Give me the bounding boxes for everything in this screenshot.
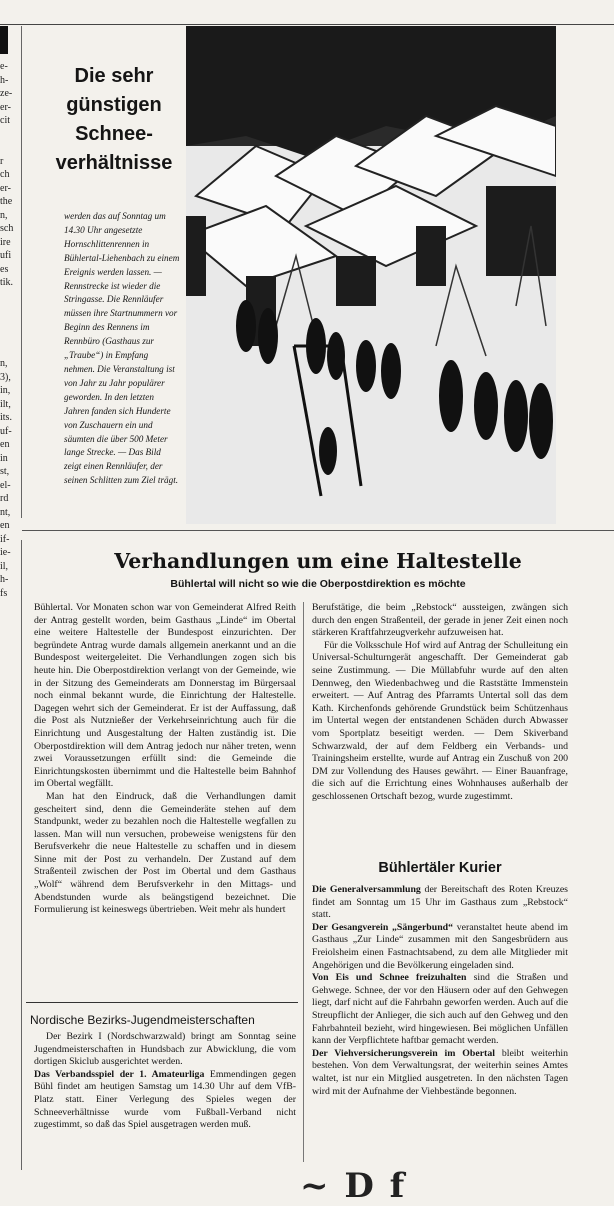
kurier-item [312, 884, 568, 922]
section-rule [22, 530, 614, 531]
kurier-column [312, 884, 568, 1098]
kurier-item-rest: der Bereitschaft des Roten Kreuzes findet am Sonntag um 15 Uhr im Gasthaus zum „Rebstock“ statt. [312, 884, 568, 921]
next-headline-fragment: ~ D f [300, 1166, 407, 1206]
article-paragraph: Bühlertal. Vor Monaten schon war von Gemeinderat Alfred Reith der Antrag gestellt worden, beim Gasthaus „Linde“ im Obertal eine weitere Haltestelle der Bundespost einzurichten. Der begründete Antrag wurde damals allgemein anerkannt und an die Bundespost weitergeleitet. Die Verhandlungen zogen sich bis heute hin. Die Oberpostdirektion verlangt von der Gemeinde, wie in der Sitzung des Gemeinderats am Donnerstag im Bürgersaal noch einmal bekannt wurde, die Einrichtung der Haltestelle. Dagegen wehrt sich der Gemeinderat. Er ist der Auffassung, daß die Post als Nutznießer der Verkehrseinrichtung auch für die Einrichtung und Ausgestaltung der Halten zuständig ist. Die Oberpostdirektion will dem Antrag jedoch nur näher treten, wenn zwei Voraussetzungen erfüllt sind: die Gemeinde die Einrichtungskosten übernimmt und die Haltestelle beim Bahnhof im Obertal wegfällt. [34, 602, 296, 790]
kurier-item-lead: Von Eis und Schnee freizuhalten [312, 972, 467, 984]
kurier-item [312, 972, 568, 1048]
column-divider-left-lower [21, 540, 22, 1170]
top-rule [0, 24, 614, 25]
caption-title: Die sehr günstigen Schnee-verhältnisse [55, 65, 173, 174]
photo-image [186, 26, 556, 524]
kurier-item [312, 922, 568, 972]
kurier-title: Bühlertäler Kurier [378, 860, 502, 876]
article-column-1 [34, 602, 296, 917]
sports-paragraph: Der Bezirk I (Nordschwarzwald) bringt am Sonntag seine Jugendmeisterschaften in Hundsbach zur Abwicklung, die vom dortigen Skiclub ausgerichtet werden. [34, 1031, 296, 1068]
article-paragraph: Man hat den Eindruck, daß die Verhandlungen damit gescheitert sind, denn die Gemeinderäte stehen auf dem Standpunkt, weder zu bezahlen noch die Haltestelle wegfallen zu lassen. Man will nun versuchen, probeweise wenigstens für den Berufsverkehr die neue Haltestelle zu schaffen und in diesem Sinne mit der Post zu verhandeln. Der Zustand auf dem Straßenteil zwischen der Post im Obertal und dem Gasthaus „Wolf“ während dem Berufsverkehr in den Mittags- und Abendstunden wurde als beängstigend bezeichnet. Die Formulierung ist keineswegs übertrieben. Weit mehr als hundert [34, 790, 296, 916]
sports-paragraph [34, 1069, 296, 1132]
kurier-item-rest: veranstaltet heute abend im Gasthaus „Zur Linde“ zusammen mit den Sangesbrüdern aus Freiolsheim einen Fastnachtsabend, zu dem alle Mitglieder mit Angehörigen und die Bevölkerung eingeladen sind. [312, 921, 568, 971]
left-column-fragment: e- h- ze- er- cit r ch er- the n, sch ire ufi es tik. n, 3), in, ilt, its. uf- en in st, el- rd nt, en if- ie- il, h- fs [0, 61, 14, 599]
column-divider-left [21, 26, 22, 518]
kurier-item-lead: Der Gesangverein „Sängerbund“ [312, 921, 453, 933]
article-paragraph: Für die Volksschule Hof wird auf Antrag der Schulleitung ein Universal-Schulturngerät angeschafft. Der Gemeinderat gab seine Zustimmung. — Die Müllabfuhr wurde auf den alten Dennweg, den Wiedenbachweg und die Raststätte Immenstein erweitert. — Auf Antrag des Pfarramts Untertal soll das dem Kath. Kirchenfonds gehörende Grundstück beim Schützenhaus im Untertal wegen der entstandenen Schäden durch Abwasser vom Sportplatz beseitigt werden. — Dem Skiverband Schwarzwald, der auf dem Feldberg ein Verbands- und Trainingsheim erstellte, wurde auf Antrag ein Zuschuß von 200 DM zur Vollendung des Hauses gewährt. — Einer Bauanfrage, die sich auf die Errichtung eines Wohnhauses außerhalb der geschlossenen Ortschaft bezog, wurde zugestimmt. [312, 639, 568, 802]
article-column-2 [312, 602, 568, 804]
article-subhead: Bühlertal will nicht so wie die Oberpostdirektion es möchte [170, 578, 466, 590]
kurier-item-lead: Der Viehversicherungsverein im Obertal [312, 1047, 495, 1059]
sports-box-title: Nordische Bezirks-Jugendmeisterschaften [30, 1013, 255, 1027]
caption-text: werden das auf Sonntag um 14.30 Uhr angesetzte Hornschlittenrennen in Bühlertal-Liehenbach zu einem Ereignis werden lassen. — Rennstrecke ist wieder die Stringasse. Die Rennläufer müssen ihre Startnummern vor Beginn des Rennens im Rennbüro (Gasthaus zur „Traube“) in Empfang nehmen. Die Veranstaltung ist von Jahr zu Jahr populärer geworden. In den letzten Jahren fanden sich Hunderte von Zuschauern ein und säumten die über 500 Meter lange Strecke. — Das Bild zeigt einen Rennläufer, der seinen Schlitten zum Ziel trägt. [64, 211, 180, 486]
kurier-item-lead: Die Generalversammlung [312, 884, 421, 895]
kurier-item-rest: sind die Straßen und Gehwege. Schnee, der vor den Häusern oder auf den Gehwegen liegt, darf nicht auf die Fahrbahn geworfen werden. Auch auf die Streupflicht der Anlieger, die sich auch auf den Gehweg und den Fahrbahnteil bezieht, wird hingewiesen. Bei möglichen Unfällen kann der Verpflichtete haftbar gemacht werden. [312, 972, 568, 1047]
article-headline: Verhandlungen um eine Haltestelle [114, 549, 522, 573]
sports-box [26, 1002, 298, 1163]
left-column-mark [0, 26, 8, 54]
kurier-item-rest: bleibt weiterhin bestehen. Von dem Verwaltungsrat, der weiterhin seines Amtes waltet, ist nur ein Mitglied ausgetreten. In den nächsten Tagen wird mit der Aufnahme der Viehbestände begonnen. [312, 1047, 568, 1097]
kurier-item [312, 1048, 568, 1098]
column-divider-middle [303, 602, 304, 1162]
sports-paragraph-lead: Das Verbandsspiel der 1. Amateurliga [34, 1068, 205, 1080]
sports-box-text [34, 1031, 296, 1132]
sports-paragraph-rest: Emmendingen gegen Bühl findet am heutigen Samstag um 14.30 Uhr auf dem VfB-Platz statt. Einer Verlegung des Spieles wegen der Schneeverhältnisse wurde vom Fußball-Verband nicht zugestimmt, so daß das Spiel ausgetragen werden muß. [34, 1068, 296, 1131]
article-paragraph: Berufstätige, die beim „Rebstock“ aussteigen, zwängen sich durch den engen Straßenteil, der gerade in jener Zeit einen noch stärkeren Kraftfahrzeugverkehr aufzuweisen hat. [312, 602, 568, 639]
sled-race-photo [186, 26, 556, 524]
